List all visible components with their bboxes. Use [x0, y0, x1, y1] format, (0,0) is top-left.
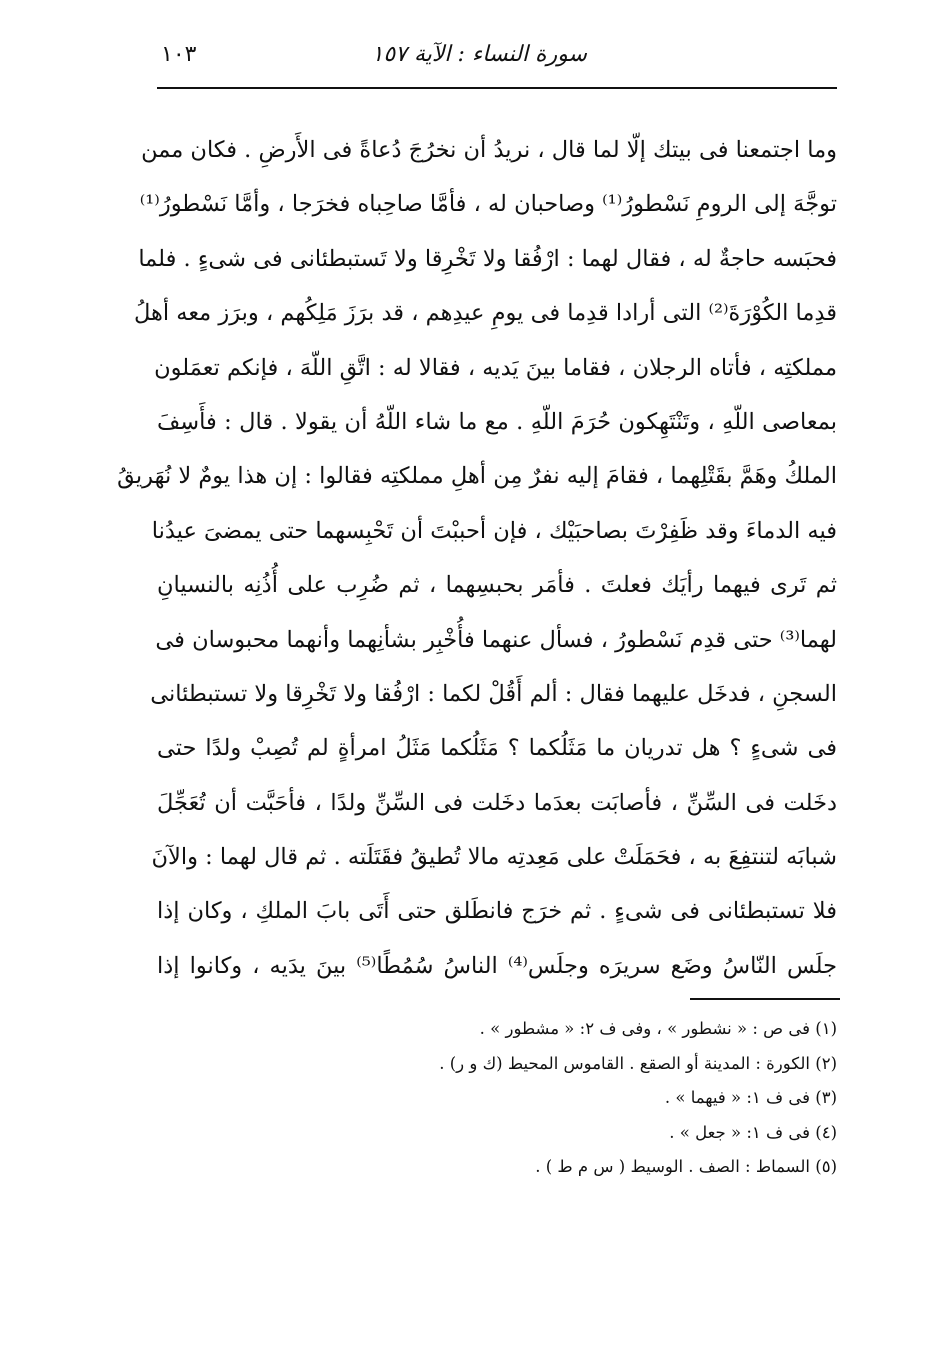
footnote-divider	[690, 998, 840, 1000]
text-line: السجنِ ، فدخَل عليهما فقال : ألم أَقُلْ لكما : ارْفُقا ولا تَخْرِقا ولا تستبطئانى	[150, 680, 837, 707]
text-line: بمعاصى اللّهِ ، وتَنْتَهِكون حُرَمَ اللّهِ . مع ما شاء اللّهُ أن يقولا . قال : فأَسِفَ	[157, 408, 837, 435]
text-line: جلَس النّاسُ وضَع سريرَه وجلَس⁽⁴⁾ الناسُ سُمُطًا⁽⁵⁾ بينَ يدَيه ، وكانوا إذا	[157, 952, 838, 979]
text-line: ثم تَرى فيهما رأيَك فعلتَ . فأمَر بحبسِهما ، ثم ضُرِب على أُذُنِه بالنسيانِ	[157, 572, 837, 599]
text-line: شبابَه لتنتفِعَ به ، فحَمَلَتْ على مَعِدتِه مالا تُطيقُ فقَتَلَته . ثم قال لهما : والآنَ	[151, 844, 837, 871]
footnote: (٤) فى ف ١: « جعل » .	[669, 1122, 837, 1142]
text-line: دخَلت فى السِّنِّ ، فأصابَت بعدَما دخَلت فى السِّنِّ ولدًا ، فأحَبَّت أن تُعَجِّلَ	[157, 789, 837, 816]
text-line: لهما⁽³⁾ حتى قدِم نَسْطورُ ، فسأل عنهما فأُخْبِر بشأنِهما وأنهما محبوسان فى	[155, 626, 837, 653]
text-line: الملكُ وهَمَّ بقَتْلِهما ، فقامَ إليه نفرٌ مِن أهلِ مملكتِه فقالوا : إن هذا يومٌ لا نُهَريقُ	[117, 463, 837, 490]
footnote: (٣) فى ف ١: « فيهما » .	[664, 1088, 837, 1107]
text-line: فلا تستبطئانى فى شىءٍ . ثم خرَج فانطَلق حتى أَتَى بابَ الملكِ ، وكان إذا	[157, 898, 837, 925]
text-line: توجَّهَ إلى الرومِ نَسْطورُ⁽¹⁾ وصاحبان له ، فأمَّا صاحِباه فخرَجا ، وأمَّا نَسْطورُ⁽¹⁾	[139, 191, 837, 218]
text-line: قدِما الكُوْرَةَ⁽²⁾ التى أرادا قدِما فى يومِ عيدِهم ، قد برَزَ مَلِكُهم ، وبرَز معه أهلُ	[133, 300, 837, 327]
text-line: فيه الدماءَ وقد ظَفِرْتَ بصاحبَيْك ، فإن أحببْتَ أن تَحْبِسهما حتى يمضىَ عيدُنا	[151, 517, 837, 544]
footnotes	[157, 1012, 837, 1185]
text-line: وما اجتمعنا فى بيتك إلّا لما قال ، نريدُ أن نخرُجَ دُعاةً فى الأَرضِ . فكان ممن	[141, 137, 837, 163]
text-line: فى شىءٍ ؟ هل تدريان ما مَثَلُكما ؟ مَثَلُكما مَثَلُ امرأةٍ لم تُصِبْ ولدًا حتى	[157, 735, 837, 762]
text-line: فحبَسه حاجةٌ له ، فقال لهما : ارْفُقا ولا تَخْرِقا ولا تَستبطئانى فى شىءٍ . فلما	[138, 245, 837, 272]
page-header	[157, 40, 837, 80]
main-text	[117, 123, 838, 993]
header-divider	[157, 87, 837, 89]
page-number: ١٠٣	[161, 42, 197, 67]
running-title: سورة النساء : الآية ١٥٧	[371, 42, 587, 67]
footnote: (١) فى ص : « نشطور » ، وفى ف ٢: « مشطور » .	[479, 1019, 837, 1038]
footnote: (٥) السماط : الصف . الوسيط ( س م ط ) .	[535, 1157, 837, 1176]
footnote: (٢) الكورة : المدينة أو الصقع . القاموس المحيط (ك و ر) .	[439, 1053, 837, 1073]
text-line: مملكتِه ، فأتاه الرجلان ، فقاما بينَ يَديه ، فقالا له : اتَّقِ اللّهَ ، فإنكم تعمَلون	[154, 354, 837, 381]
